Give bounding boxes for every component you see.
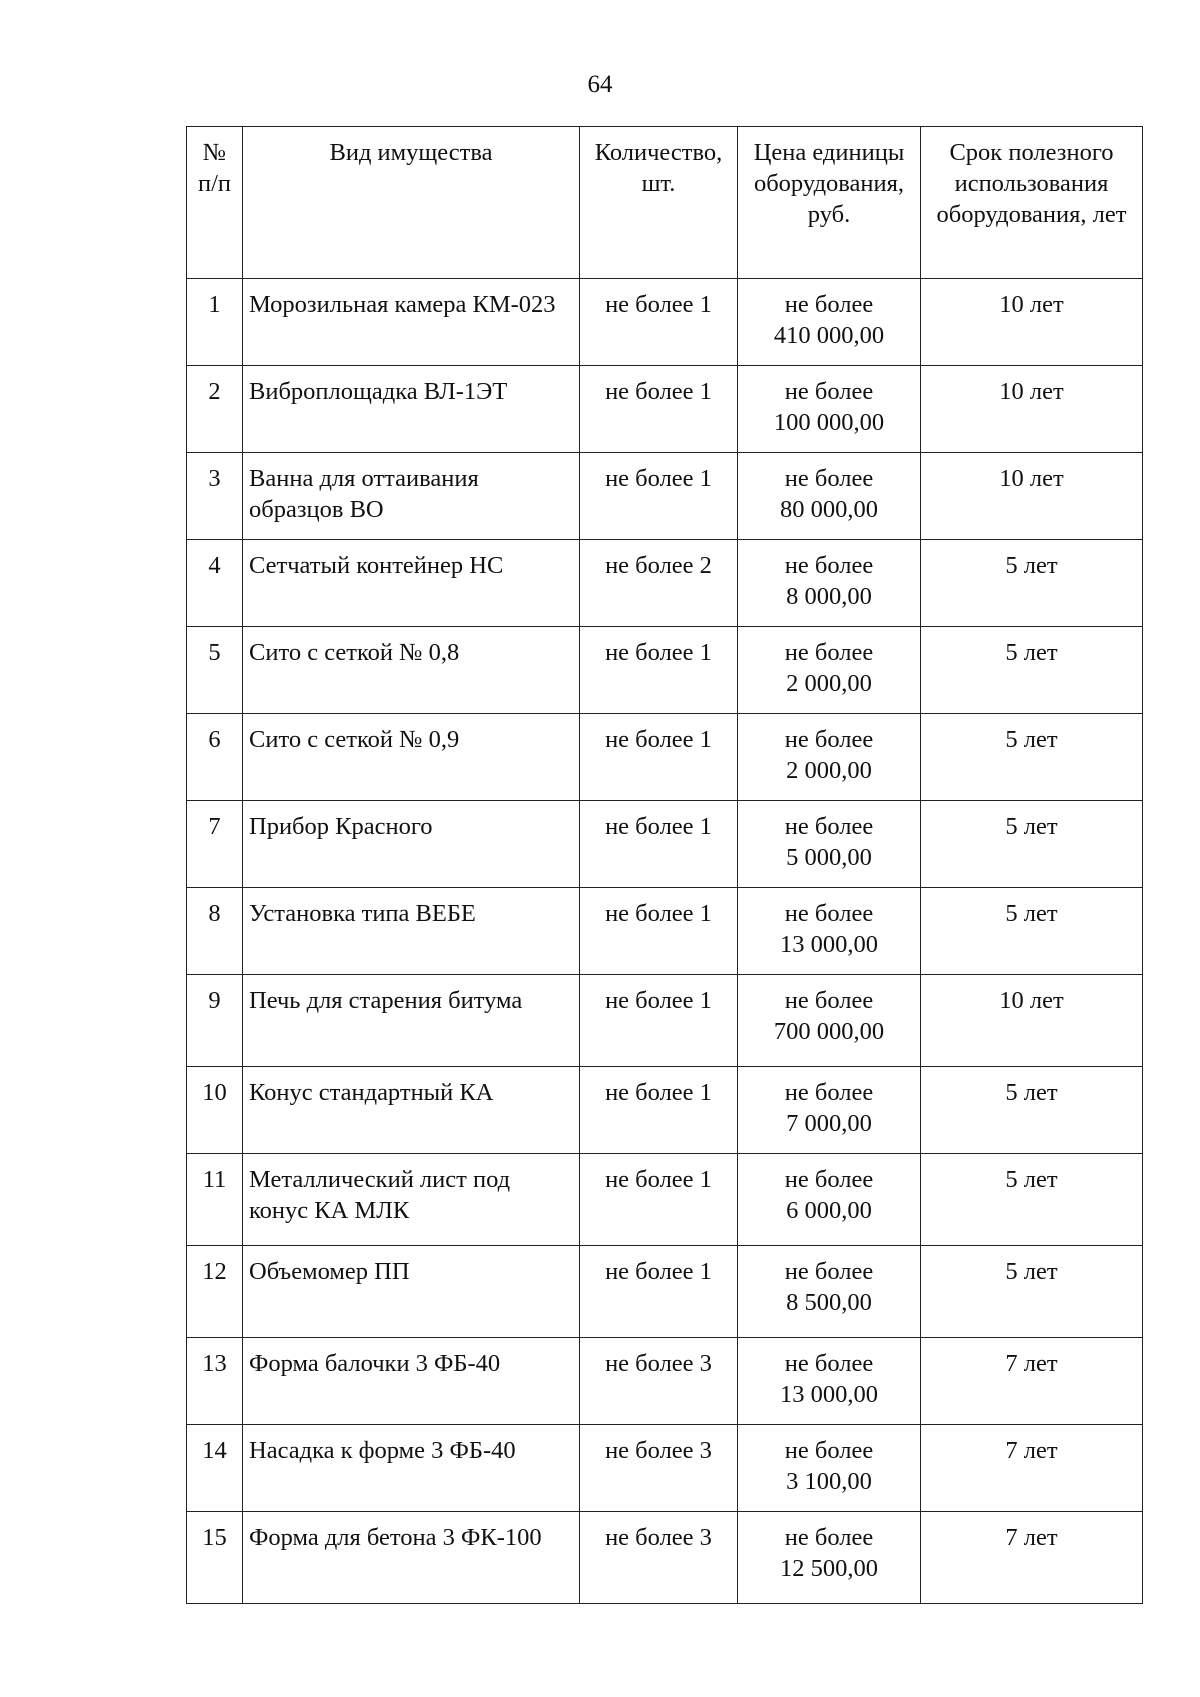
row-num: 4: [187, 540, 243, 627]
row-price: [738, 1067, 921, 1154]
row-name: Форма для бетона 3 ФК-100: [243, 1512, 580, 1604]
row-name: Металлический лист под конус КА МЛК: [243, 1154, 580, 1246]
price-value: 100 000,00: [773, 409, 885, 436]
table-body: [187, 279, 1143, 1604]
row-qty: не более 1: [580, 975, 738, 1067]
row-num: 11: [187, 1154, 243, 1246]
row-name: Сетчатый контейнер НС: [243, 540, 580, 627]
row-qty: не более 1: [580, 1154, 738, 1246]
row-qty: не более 1: [580, 1067, 738, 1154]
row-qty: не более 1: [580, 801, 738, 888]
row-price: [738, 975, 921, 1067]
row-name: Форма балочки 3 ФБ-40: [243, 1338, 580, 1425]
price-prefix: не более: [784, 813, 874, 840]
row-name: Морозильная камера КМ-023: [243, 279, 580, 366]
row-num: 5: [187, 627, 243, 714]
row-name: Печь для старения битума: [243, 975, 580, 1067]
row-price: [738, 1338, 921, 1425]
table-row: [187, 801, 1143, 888]
row-num: 8: [187, 888, 243, 975]
row-name: Сито с сеткой № 0,8: [243, 627, 580, 714]
row-num: 15: [187, 1512, 243, 1604]
price-value: 2 000,00: [786, 757, 872, 784]
row-name: Объемомер ПП: [243, 1246, 580, 1338]
row-price: [738, 366, 921, 453]
row-qty: не более 1: [580, 279, 738, 366]
row-name: Установка типа ВЕБЕ: [243, 888, 580, 975]
row-qty: не более 3: [580, 1512, 738, 1604]
price-prefix: не более: [784, 1437, 874, 1464]
row-num: 9: [187, 975, 243, 1067]
price-value: 2 000,00: [786, 670, 872, 697]
row-life: 5 лет: [921, 714, 1143, 801]
price-value: 7 000,00: [786, 1110, 872, 1137]
row-name: Прибор Красного: [243, 801, 580, 888]
table-row: [187, 1067, 1143, 1154]
row-num: 13: [187, 1338, 243, 1425]
row-num: 7: [187, 801, 243, 888]
row-qty: не более 2: [580, 540, 738, 627]
row-num: 2: [187, 366, 243, 453]
row-price: [738, 627, 921, 714]
row-name: Ванна для оттаивания образцов ВО: [243, 453, 580, 540]
row-num: 3: [187, 453, 243, 540]
price-value: 5 000,00: [786, 844, 872, 871]
row-life: 5 лет: [921, 1067, 1143, 1154]
price-prefix: не более: [784, 1258, 874, 1285]
price-prefix: не более: [784, 1350, 874, 1377]
table-row: [187, 1246, 1143, 1338]
row-qty: не более 1: [580, 714, 738, 801]
price-prefix: не более: [784, 639, 874, 666]
price-value: 700 000,00: [773, 1018, 885, 1045]
header-life: Срок полезного использования оборудования, лет: [921, 127, 1143, 279]
row-life: 10 лет: [921, 975, 1143, 1067]
row-life: 5 лет: [921, 540, 1143, 627]
price-prefix: не более: [784, 987, 874, 1014]
table-row: [187, 627, 1143, 714]
row-price: [738, 1512, 921, 1604]
row-life: 10 лет: [921, 453, 1143, 540]
price-value: 3 100,00: [786, 1468, 872, 1495]
table-row: [187, 1338, 1143, 1425]
price-prefix: не более: [784, 1524, 874, 1551]
header-qty: Количество, шт.: [580, 127, 738, 279]
row-price: [738, 453, 921, 540]
row-life: 7 лет: [921, 1338, 1143, 1425]
row-life: 5 лет: [921, 801, 1143, 888]
row-price: [738, 540, 921, 627]
row-qty: не более 1: [580, 627, 738, 714]
row-price: [738, 1425, 921, 1512]
table-row: [187, 1512, 1143, 1604]
price-prefix: не более: [784, 552, 874, 579]
row-life: 10 лет: [921, 279, 1143, 366]
row-price: [738, 801, 921, 888]
row-num: 6: [187, 714, 243, 801]
price-prefix: не более: [784, 1079, 874, 1106]
table-row: [187, 888, 1143, 975]
price-prefix: не более: [784, 291, 874, 318]
row-num: 14: [187, 1425, 243, 1512]
price-value: 6 000,00: [786, 1197, 872, 1224]
price-prefix: не более: [784, 1166, 874, 1193]
header-price: Цена единицы оборудования, руб.: [738, 127, 921, 279]
row-name: Виброплощадка ВЛ-1ЭТ: [243, 366, 580, 453]
price-value: 13 000,00: [780, 1381, 878, 1408]
price-value: 13 000,00: [780, 931, 878, 958]
equipment-table: [186, 126, 1143, 1604]
price-prefix: не более: [784, 726, 874, 753]
row-num: 1: [187, 279, 243, 366]
table-header-row: [187, 127, 1143, 279]
table-row: [187, 975, 1143, 1067]
table-row: [187, 453, 1143, 540]
price-value: 8 000,00: [786, 583, 872, 610]
price-value: 12 500,00: [780, 1555, 878, 1582]
price-prefix: не более: [784, 465, 874, 492]
row-qty: не более 3: [580, 1425, 738, 1512]
row-qty: не более 1: [580, 1246, 738, 1338]
row-life: 10 лет: [921, 366, 1143, 453]
row-life: 5 лет: [921, 1246, 1143, 1338]
row-qty: не более 1: [580, 453, 738, 540]
row-life: 7 лет: [921, 1512, 1143, 1604]
row-qty: не более 1: [580, 366, 738, 453]
table-row: [187, 1154, 1143, 1246]
price-prefix: не более: [784, 900, 874, 927]
table-row: [187, 1425, 1143, 1512]
table-row: [187, 714, 1143, 801]
table-row: [187, 366, 1143, 453]
table-row: [187, 540, 1143, 627]
row-price: [738, 1154, 921, 1246]
price-value: 410 000,00: [773, 322, 885, 349]
row-qty: не более 3: [580, 1338, 738, 1425]
row-price: [738, 888, 921, 975]
price-value: 80 000,00: [780, 496, 878, 523]
row-life: 5 лет: [921, 888, 1143, 975]
table-row: [187, 279, 1143, 366]
row-name: Сито с сеткой № 0,9: [243, 714, 580, 801]
row-name: Насадка к форме 3 ФБ-40: [243, 1425, 580, 1512]
header-num: № п/п: [187, 127, 243, 279]
row-num: 10: [187, 1067, 243, 1154]
row-name: Конус стандартный КА: [243, 1067, 580, 1154]
page-number: 64: [587, 71, 613, 98]
row-qty: не более 1: [580, 888, 738, 975]
row-life: 5 лет: [921, 1154, 1143, 1246]
row-life: 5 лет: [921, 627, 1143, 714]
row-price: [738, 714, 921, 801]
row-life: 7 лет: [921, 1425, 1143, 1512]
row-num: 12: [187, 1246, 243, 1338]
price-value: 8 500,00: [786, 1289, 872, 1316]
header-name: Вид имущества: [243, 127, 580, 279]
row-price: [738, 279, 921, 366]
row-price: [738, 1246, 921, 1338]
price-prefix: не более: [784, 378, 874, 405]
